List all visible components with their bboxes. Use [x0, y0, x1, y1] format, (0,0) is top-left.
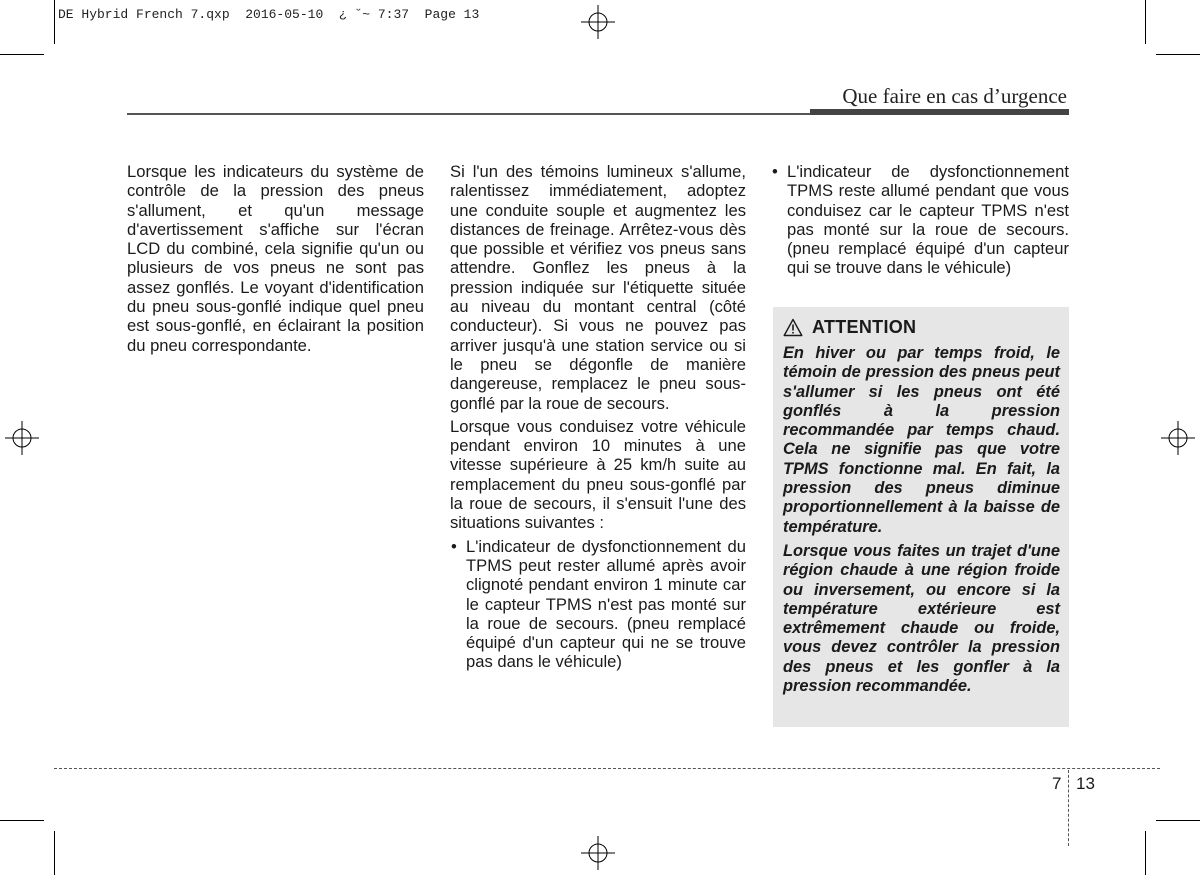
paragraph: Lorsque les indicateurs du système de contrôle de la pression des pneus s'allument, et qu'un message d'avertissement s'affiche sur l'écran LCD du combiné, cela signifie qu'un ou plusieurs de vos pneus ne sont pas assez gonflés. Le voyant d'identification du pneu sous-gonflé indique quel pneu est sous-gonflé, en éclairant la position du pneu correspondante.: [127, 162, 424, 355]
registration-mark-icon: [1161, 421, 1195, 455]
bullet-item: [771, 162, 1069, 278]
header-rule: [127, 113, 817, 115]
bullet-dot: •: [772, 162, 778, 181]
page-number: 13: [1076, 774, 1095, 793]
attention-box: [773, 307, 1069, 727]
crop-mark: [54, 0, 55, 44]
text-column-1: [127, 162, 424, 359]
crop-mark: [0, 54, 44, 55]
crop-mark: [0, 820, 44, 821]
registration-mark-icon: [5, 421, 39, 455]
crop-mark: [1145, 0, 1146, 44]
header-rule-accent: [810, 109, 1069, 115]
footer-divider: [1068, 770, 1069, 846]
registration-mark-icon: [581, 836, 615, 870]
section-title: Que faire en cas d’urgence: [842, 84, 1067, 108]
attention-title: ATTENTION: [812, 317, 917, 337]
bullet-text: L'indicateur de dysfonctionnement du TPMS peut rester allumé après avoir clignoté pendant environ 1 minute car le capteur TPMS n'est pas monté sur la roue de secours. (pneu remplacé équipé d'un capteur qui ne se trouve pas dans le véhicule): [466, 536, 746, 672]
bullet-text: L'indicateur de dysfonctionnement TPMS reste allumé pendant que vous conduisez car le capteur TPMS n'est pas monté sur la roue de secours. (pneu remplacé équipé d'un capteur qui se trouve dans le véhicule): [787, 162, 1069, 278]
crop-mark: [1145, 831, 1146, 875]
bullet-dot: •: [451, 536, 457, 556]
bullet-item: [450, 537, 746, 672]
crop-mark: [54, 831, 55, 875]
text-column-2: [450, 162, 746, 676]
warning-triangle-icon: [783, 318, 803, 337]
attention-paragraph: Lorsque vous faites un trajet d'une région chaude à une région froide ou inversement, ou encore si la température extérieure est extrêmement chaude ou froide, vous devez contrôler la pression des pneus et les gonfler à la pression recommandée.: [783, 541, 1060, 696]
crop-mark: [1156, 820, 1200, 821]
print-slug-line: DE Hybrid French 7.qxp 2016-05-10 ¿ ˘~ 7:37 Page 13: [58, 7, 480, 22]
registration-mark-icon: [581, 5, 615, 39]
footer-rule: [54, 768, 1160, 769]
paragraph: Si l'un des témoins lumineux s'allume, ralentissez immédiatement, adoptez une conduite souple et augmentez les distances de freinage. Arrêtez-vous dès que possible et vérifiez vos pneus sans attendre. Gonflez les pneus à la pression indiquée sur l'étiquette située au niveau du montant central (côté conducteur). Si vous ne pouvez pas arriver jusqu'à une station service ou si le pneu se dégonfle de manière dangereuse, remplacez le pneu sous-gonflé par la roue de secours.: [450, 162, 746, 413]
attention-paragraph: En hiver ou par temps froid, le témoin de pression des pneus peut s'allumer si les pneus ont été gonflés à la pression recommandée par temps chaud. Cela ne signifie pas que votre TPMS fonctionne mal. En fait, la pression des pneus diminue proportionnellement à la baisse de température.: [783, 344, 1060, 536]
paragraph: Lorsque vous conduisez votre véhicule pendant environ 10 minutes à une vitesse supérieure à 25 km/h suite au remplacement du pneu sous-gonflé par la roue de secours, il s'ensuit l'une des situations suivantes :: [450, 416, 746, 533]
crop-mark: [1156, 54, 1200, 55]
text-column-3: [771, 162, 1069, 282]
chapter-number: 7: [1052, 774, 1062, 793]
attention-header: [783, 317, 1060, 338]
